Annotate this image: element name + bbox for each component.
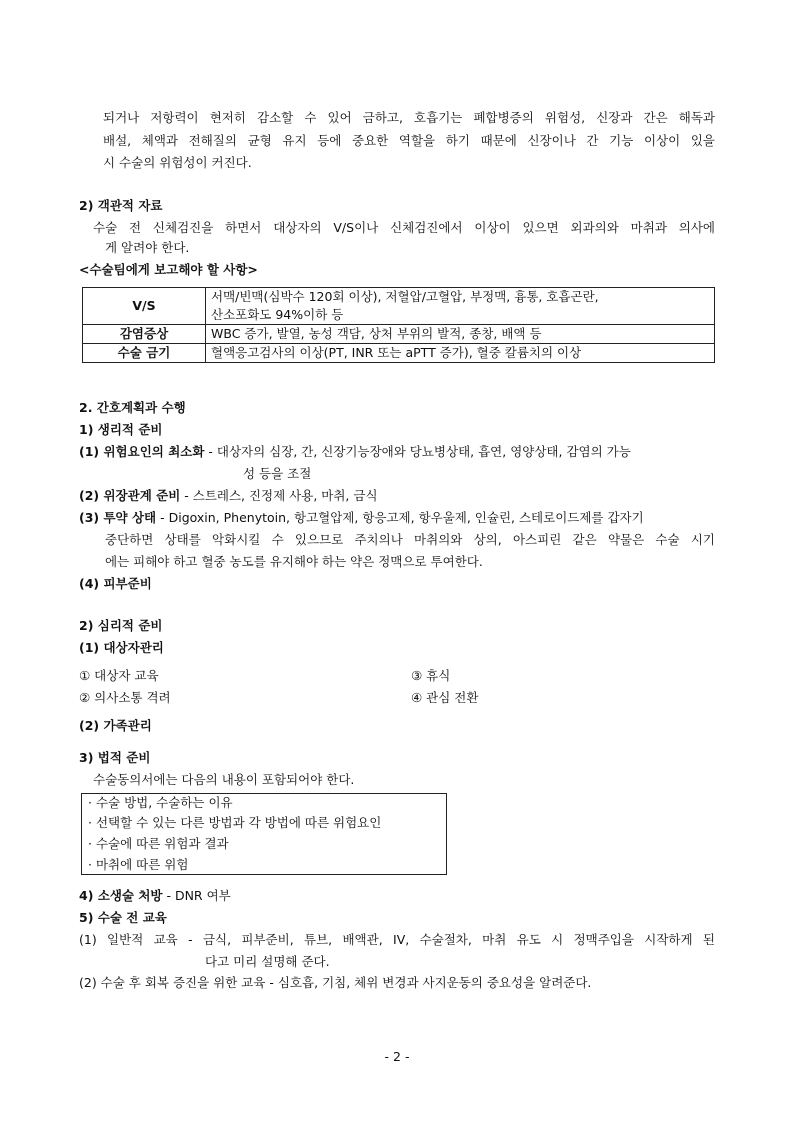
psych-sub-2: (2) 가족관리 [79,718,152,733]
plan-heading: 2. 간호계획과 수행 [79,400,186,415]
psych-sub-1: (1) 대상자관리 [79,640,164,655]
consent-item: · 선택할 수 있는 다른 방법과 각 방법에 따른 위험요인 [88,815,382,830]
row-text-infection: WBC 증가, 발열, 농성 객담, 상처 부위의 발적, 종창, 배액 등 [206,325,715,344]
table-row [83,325,715,344]
report-heading: <수술팀에게 보고해야 할 사항> [79,262,258,277]
psych-choice-2: ② 의사소통 격려 [79,690,171,705]
row-text-vs-line-1: 서맥/빈맥(심박수 120회 이상), 저혈압/고혈압, 부정맥, 흉통, 호흡곤란, [211,289,599,304]
table-row [83,288,715,325]
plan-item-3-text: - Digoxin, Phenytoin, 항고혈압제, 항응고제, 항우울제, 인슐린, 스테로이드제를 갑자기 [156,510,644,525]
consent-item: · 수술에 따른 위험과 결과 [88,836,229,851]
physio-heading: 1) 생리적 준비 [79,422,163,437]
plan-item-1-cont: 성 등을 조절 [243,466,312,481]
edu-line-2: (2) 수술 후 회복 증진을 위한 교육 - 심호흡, 기침, 체위 변경과 사지운동의 중요성을 알려준다. [79,975,592,990]
legal-heading: 3) 법적 준비 [79,750,151,765]
objective-line-1: 수술 전 신체검진을 하면서 대상자의 V/S이나 신체검진에서 이상이 있으면 외과의와 마취과 의사에 [93,220,715,235]
dnr-line [79,887,231,905]
objective-line-2: 게 알려야 한다. [105,240,190,255]
consent-box [81,793,447,875]
plan-item-1-text: - 대상자의 심장, 간, 신장기능장애와 당뇨병상태, 흡연, 영양상태, 감염의 가능 [204,444,631,459]
plan-item-1-title: (1) 위험요인의 최소화 [79,444,205,459]
intro-line-2: 배설, 체액과 전해질의 균형 유지 등에 중요한 역할을 하기 때문에 신장이나 간 기능 이상이 있을 [103,133,715,148]
plan-item-3-line-2: 중단하면 상태를 악화시킬 수 있으므로 주치의나 마취의와 상의, 아스피린 같은 약물은 수술 시기 [105,532,715,547]
table-row [83,344,715,363]
consent-item: · 수술 방법, 수술하는 이유 [88,795,233,810]
consent-item: · 마취에 따른 위험 [88,857,189,872]
objective-heading: 2) 객관적 자료 [79,198,163,213]
plan-item-3-line-3: 에는 피해야 하고 혈중 농도를 유지해야 하는 약은 정맥으로 투여한다. [105,554,483,569]
edu-heading: 5) 수술 전 교육 [79,910,167,925]
psych-choice-4: ④ 관심 전환 [411,690,479,705]
edu-line-1-cont: 다고 미리 설명해 준다. [205,954,330,969]
legal-text: 수술동의서에는 다음의 내용이 포함되어야 한다. [93,772,355,787]
dnr-text: - DNR 여부 [162,888,231,903]
report-table [82,287,715,363]
edu-line-1: (1) 일반적 교육 - 금식, 피부준비, 튜브, 배액관, IV, 수술절차, 마취 유도 시 정맥주입을 시작하게 된 [79,932,715,947]
psych-heading: 2) 심리적 준비 [79,618,163,633]
plan-item-3 [79,509,644,527]
page-number: - 2 - [384,1049,410,1064]
intro-line-1: 되거나 저항력이 현저히 감소할 수 있어 금하고, 호흡기는 폐합병증의 위험성, 신장과 간은 해독과 [103,110,715,125]
plan-item-2 [79,487,378,505]
row-text-vs [206,288,715,325]
psych-choice-3: ③ 휴식 [411,668,451,683]
plan-item-1 [79,443,631,461]
intro-line-3: 시 수술의 위험성이 커진다. [103,155,252,170]
plan-item-3-title: (3) 투약 상태 [79,510,157,525]
dnr-title: 4) 소생술 처방 [79,888,163,903]
row-label-contraindication: 수술 금기 [83,344,206,363]
plan-item-2-title: (2) 위장관계 준비 [79,488,181,503]
row-label-vs: V/S [83,288,206,325]
psych-choice-1: ① 대상자 교육 [79,668,159,683]
row-text-vs-line-2: 산소포화도 94%이하 등 [211,307,344,322]
row-text-contraindication: 혈액응고검사의 이상(PT, INR 또는 aPTT 증가), 혈중 칼륨치의 이상 [206,344,715,363]
row-label-infection: 감염증상 [83,325,206,344]
plan-item-4: (4) 피부준비 [79,576,152,591]
plan-item-2-text: - 스트레스, 진정제 사용, 마취, 금식 [180,488,378,503]
